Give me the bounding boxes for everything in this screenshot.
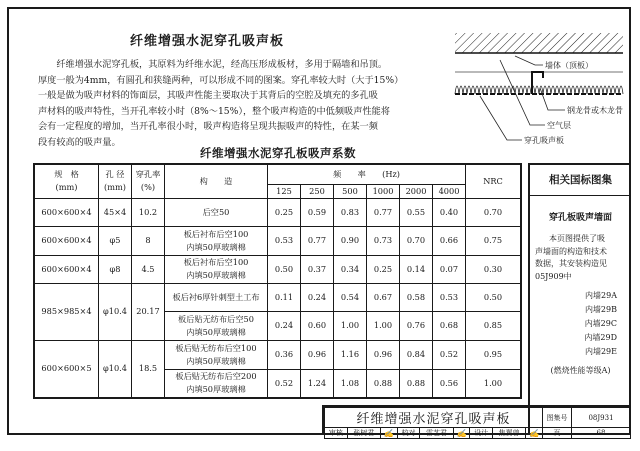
page-label: 页 — [543, 428, 572, 439]
page-title: 纤维增强水泥穿孔吸声板 — [130, 34, 285, 49]
header-hole: 孔 径 (mm) — [99, 164, 132, 198]
reference-item: 内墙29C — [584, 319, 617, 328]
wall-section-svg — [385, 28, 630, 148]
fire-rating-note: (燃烧性能等级A) — [550, 366, 611, 375]
table-row: 985×985×4 φ10.4 20.17 板后衬6厚针刺型土工布 0.11 0.24 0.54 0.67 0.58 0.53 0.50 — [34, 283, 521, 311]
review-label: 审核 — [325, 428, 348, 439]
description-paragraph — [38, 57, 438, 150]
table-row: 600×600×4 45×4 10.2 后空50 0.25 0.59 0.83 0.77 0.55 0.40 0.70 — [34, 198, 521, 226]
label-air-layer: 空气层 — [547, 121, 571, 130]
related-standards-subheading: 穿孔板吸声墙面 — [548, 213, 612, 223]
related-standards-body: 本页图提供了吸 声墙面的构造和技术 数据，其安装构造见 05J909中 — [535, 234, 607, 281]
paragraph-line: 一般是做为吸声材料的饰面层，其吸声性能主要取决于其背后的空腔及填充的多孔吸 — [38, 90, 378, 101]
title-block-title: 纤维增强水泥穿孔吸声板 — [325, 408, 543, 428]
reference-item: 内墙29A — [585, 291, 617, 300]
header-frequency: 频 率 (Hz) — [268, 164, 466, 184]
freq-4000: 4000 — [433, 184, 466, 198]
checker-name: 雷艺君 — [420, 428, 453, 439]
reference-item: 内墙29D — [584, 333, 617, 342]
design-label: 设计 — [470, 428, 493, 439]
reference-item: 内墙29E — [584, 347, 617, 356]
related-standards-heading: 相关国标图集 — [530, 165, 631, 196]
label-keel: 钢龙骨或木龙骨 — [567, 106, 623, 115]
table-row: 600×600×4 φ5 8 板后衬布后空100 内填50厚玻璃棉 0.53 0.77 0.90 0.73 0.70 0.66 0.75 — [34, 226, 521, 255]
related-standards-panel — [528, 163, 631, 435]
reference-item: 内墙29B — [584, 305, 617, 314]
header-construction: 构 造 — [165, 164, 268, 198]
atlas-label: 图集号 — [543, 408, 572, 428]
title-block — [322, 405, 631, 438]
label-wall: 墙体（顶板） — [545, 61, 593, 70]
label-perforated-panel: 穿孔吸声板 — [524, 136, 564, 145]
reference-list — [530, 289, 631, 359]
freq-1000: 1000 — [367, 184, 400, 198]
header-rate: 穿孔率 (%) — [132, 164, 165, 198]
page-number: 68 — [572, 428, 631, 439]
table-row: 板后贴无纺布后空200 内填50厚玻璃棉 0.52 1.24 1.08 0.88 0.88 0.56 1.00 — [34, 369, 521, 398]
absorption-table — [33, 163, 522, 399]
header-spec: 规 格 (mm) — [34, 164, 99, 198]
table-row: 600×600×5 φ10.4 18.5 板后贴无纺布后空100 内填50厚玻璃棉 0.36 0.96 1.16 0.96 0.84 0.52 0.95 — [34, 340, 521, 369]
atlas-number: 08J931 — [572, 408, 631, 428]
reviewer-name: 张树君 — [347, 428, 380, 439]
paragraph-line: 声材料的吸声特性，当开孔率较小时（8%～15%），整个吸声构造的中低频吸声性能将 — [38, 105, 390, 117]
table-row: 板后贴无纺布后空50 内填50厚玻璃棉 0.24 0.60 1.00 1.00 0.76 0.68 0.85 — [34, 311, 521, 340]
checker-signature: ✍ — [453, 428, 470, 439]
paragraph-line: 纤维增强水泥穿孔板，其原料为纤维水泥，经高压形成板材，多用于隔墙和吊顶。 — [38, 59, 388, 70]
check-label: 校对 — [397, 428, 420, 439]
designer-signature: ✍ — [526, 428, 543, 439]
paragraph-line: 段有较高的吸声量。 — [38, 136, 121, 148]
paragraph-line: 厚度一般为4mm，有圆孔和狭缝两种，可以形成不同的图案。穿孔率较大时（大于15%） — [38, 74, 404, 86]
freq-500: 500 — [334, 184, 367, 198]
header-nrc: NRC — [466, 164, 522, 198]
designer-name: 焦翼曾 — [492, 428, 525, 439]
table-title: 纤维增强水泥穿孔板吸声系数 — [200, 146, 356, 160]
reviewer-signature: ✍ — [381, 428, 398, 439]
freq-250: 250 — [301, 184, 334, 198]
section-diagram — [385, 28, 630, 148]
table-row: 600×600×4 φ8 4.5 板后衬布后空100 内填50厚玻璃棉 0.50 0.37 0.34 0.25 0.14 0.07 0.30 — [34, 255, 521, 283]
freq-2000: 2000 — [400, 184, 433, 198]
paragraph-line: 会有一定程度的增加，当开孔率很小时，吸声构造将呈现共振吸声的特性，在某一频 — [38, 121, 378, 132]
freq-125: 125 — [268, 184, 301, 198]
